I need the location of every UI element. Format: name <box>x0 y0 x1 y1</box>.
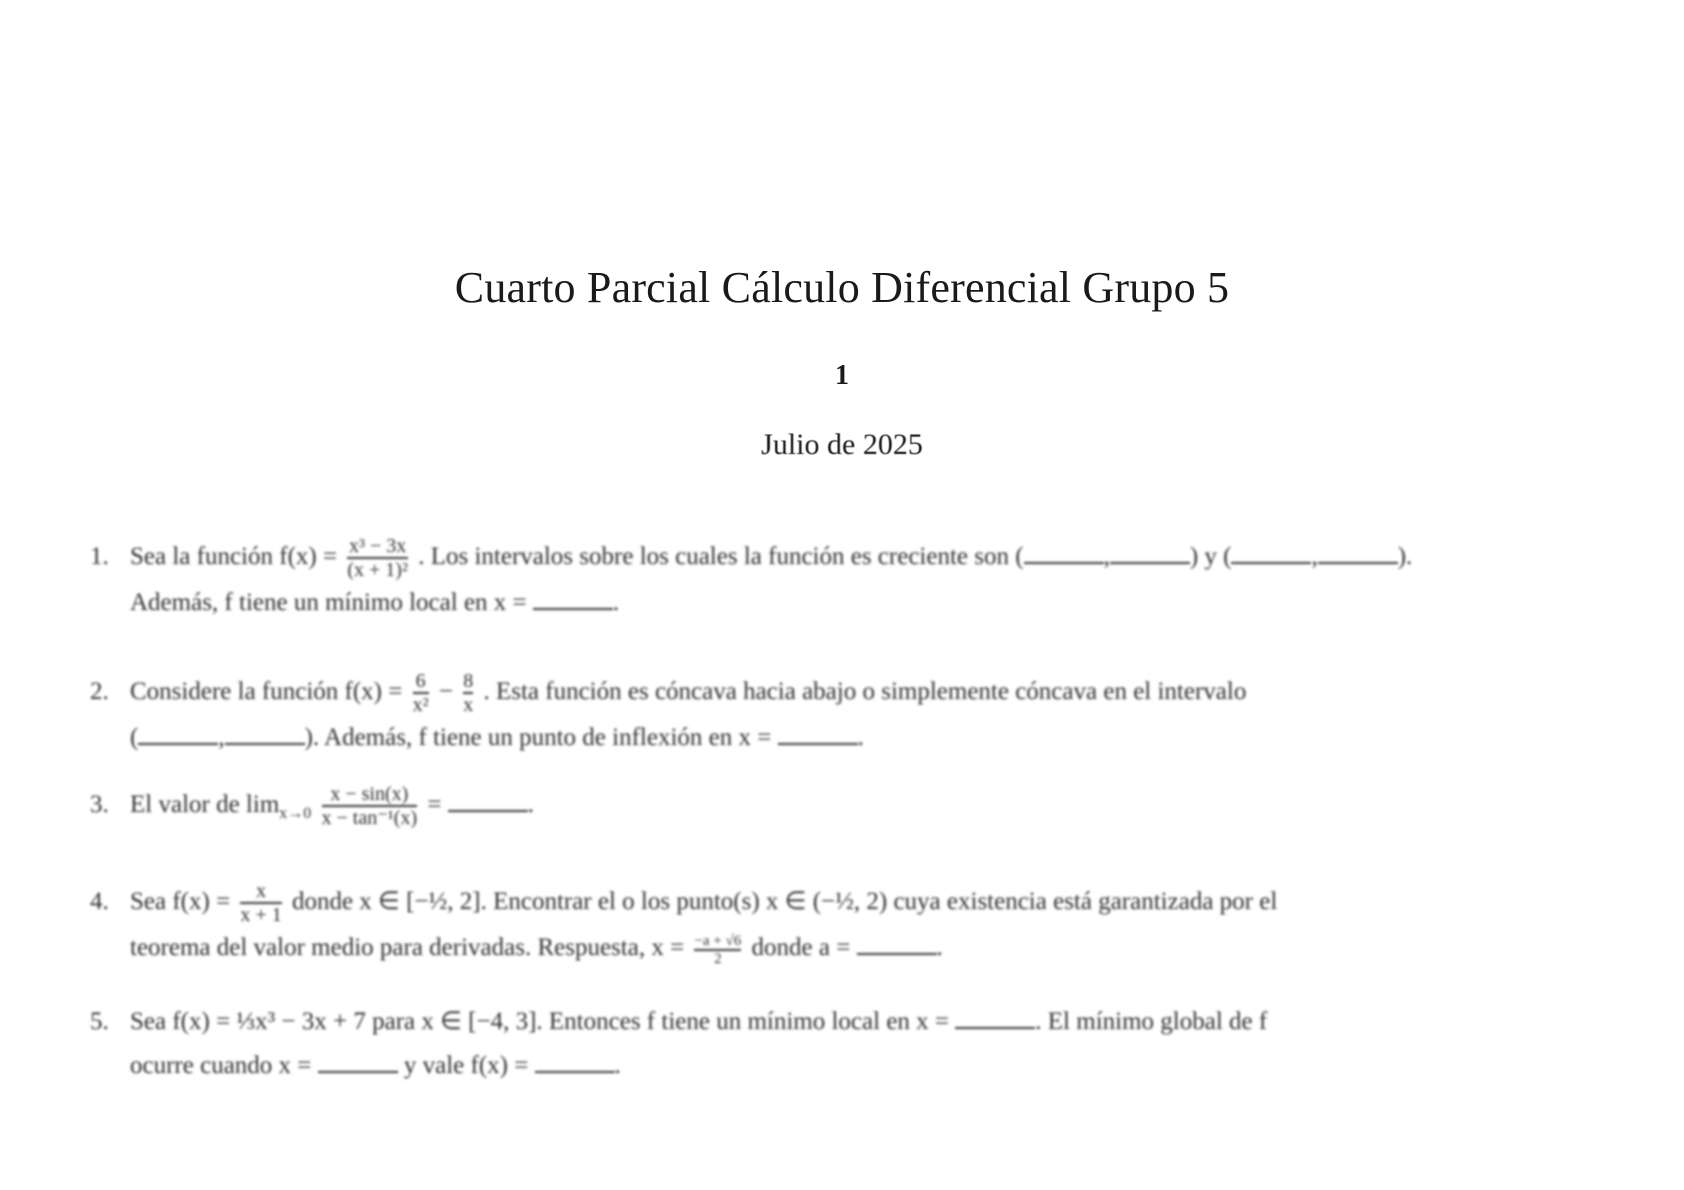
exam-title: Cuarto Parcial Cálculo Diferencial Grupo 5 <box>454 263 1230 312</box>
fraction-denominator: x + 1 <box>240 904 282 927</box>
problem-text-segment: donde x ∈ [−½, 2]. Encontrar el o los punto(s) x ∈ (−½, 2) cuya existencia está garantizada por el <box>291 888 1278 915</box>
problem-3 <box>90 783 534 836</box>
answer-blank[interactable] <box>138 723 218 745</box>
problem-number: 3. <box>90 791 109 818</box>
problem-text: Sea f(x) = ⅓x³ − 3x + 7 para x ∈ [−4, 3]. Entonces f tiene un mínimo local en x = . El mínimo global de f ocurre cuando x = y vale f(x) = . <box>130 1008 1268 1079</box>
problem-number: 5. <box>90 1008 109 1035</box>
answer-blank[interactable] <box>533 588 613 610</box>
problem-text: Sea f(x) = $\frac{x}{x + 1}$ donde x ∈ [−½, 2]. Encontrar el o los punto(s) x ∈ (−½, 2) cuya existencia está garantizada por el teorema del valor medio para derivadas. Respuesta, x = $\frac{-a + √6}{2}$ donde a = . <box>130 880 1278 967</box>
exam-number: 1 <box>835 360 849 391</box>
exam-date: Julio de 2025 <box>761 428 923 461</box>
problem-text-segment: teorema del valor medio para derivadas. Respuesta, x = <box>130 934 685 962</box>
fraction-numerator: x³ − 3x <box>349 535 407 558</box>
fraction <box>463 670 473 716</box>
problem-text-segment: Considere la función f(x) = <box>130 678 403 705</box>
answer-blank[interactable] <box>1231 542 1311 564</box>
minus-sign: − <box>438 678 453 705</box>
problem-5 <box>90 1000 1267 1088</box>
problem-text-segment: ocurre cuando x = <box>130 1052 312 1079</box>
fraction <box>347 535 408 581</box>
fraction-denominator: x <box>463 694 474 717</box>
fraction-numerator: 6 <box>415 670 426 693</box>
problem-text-segment: Sea f(x) = ⅓x³ − 3x + 7 para x ∈ [−4, 3]. Entonces f tiene un mínimo local en x = <box>130 1008 950 1035</box>
problem-4 <box>90 880 1277 970</box>
problem-text-segment: = <box>427 791 442 818</box>
fraction-denominator: x − tan⁻¹(x) <box>321 807 418 830</box>
answer-blank[interactable] <box>535 1051 615 1073</box>
problem-text-segment: ). <box>1397 543 1413 570</box>
answer-blank[interactable] <box>778 723 858 745</box>
answer-blank[interactable] <box>1318 542 1398 564</box>
problem-text-segment: El valor de lim <box>130 791 280 818</box>
fraction-denominator: (x + 1)² <box>347 559 408 582</box>
fraction-numerator: x <box>256 880 267 903</box>
problem-number: 1. <box>90 543 109 570</box>
problem-2 <box>90 670 1246 760</box>
fraction-numerator: −a + √6 <box>694 932 742 949</box>
problem-number: 4. <box>90 888 109 915</box>
problem-text-segment: Además, f tiene un mínimo local en x = <box>130 589 527 617</box>
limit-subscript: x→0 <box>279 805 312 822</box>
fraction <box>322 783 418 829</box>
problem-text-segment: ). Además, f tiene un punto de inflexión en x = <box>304 724 772 752</box>
problem-text-segment: . El mínimo global de f <box>1035 1008 1268 1035</box>
problem-text-segment: . Esta función es cóncava hacia abajo o simplemente cóncava en el intervalo <box>483 678 1247 705</box>
fraction-numerator: 8 <box>463 670 474 693</box>
problem-number: 2. <box>90 678 109 705</box>
problem-1 <box>90 535 1412 625</box>
problem-text-segment: donde a = <box>751 934 851 962</box>
answer-blank[interactable] <box>448 790 528 812</box>
fraction-numerator: x − sin(x) <box>330 783 409 806</box>
fraction <box>413 670 429 716</box>
fraction <box>240 880 281 926</box>
problem-text: Considere la función f(x) = $\frac{6}{\text{x²}}$ − $\frac{8}{x}$ . Esta función es cóncava hacia abajo o simplemente cóncava en el intervalo ( , ). Además, f tiene un punto de inflexión en x = . <box>130 670 1247 752</box>
answer-blank[interactable] <box>857 933 937 955</box>
problem-text-segment: ( <box>130 724 139 752</box>
fraction-denominator: 2 <box>714 950 722 967</box>
problem-text-segment: ) y ( <box>1189 543 1232 570</box>
problem-text: El valor de $\lim_{x\to 0}$ $\frac{x - \sin(x)}{\text{x − tan⁻¹(x)}}$ = . <box>130 783 534 830</box>
problem-text-segment: y vale f(x) = <box>403 1052 529 1079</box>
fraction-denominator: x² <box>412 694 429 717</box>
answer-blank[interactable] <box>1110 542 1190 564</box>
problem-text: Sea la función f(x) = $\frac{\text{x³ − 3x}}{\text{(x + 1)²}}$ . Los intervalos sobre los cuales la función es creciente son ( , ) y ( , ). Además, f tiene un mínimo local en x = . <box>130 535 1413 617</box>
answer-blank[interactable] <box>225 723 305 745</box>
answer-blank[interactable] <box>318 1051 398 1073</box>
problem-text-segment: Sea f(x) = <box>130 888 231 915</box>
problem-text-segment: Sea la función f(x) = <box>130 543 338 570</box>
answer-blank[interactable] <box>1024 542 1104 564</box>
answer-blank[interactable] <box>955 1007 1035 1029</box>
fraction <box>694 933 741 967</box>
problem-text-segment: . Los intervalos sobre los cuales la función es creciente son ( <box>418 543 1024 570</box>
